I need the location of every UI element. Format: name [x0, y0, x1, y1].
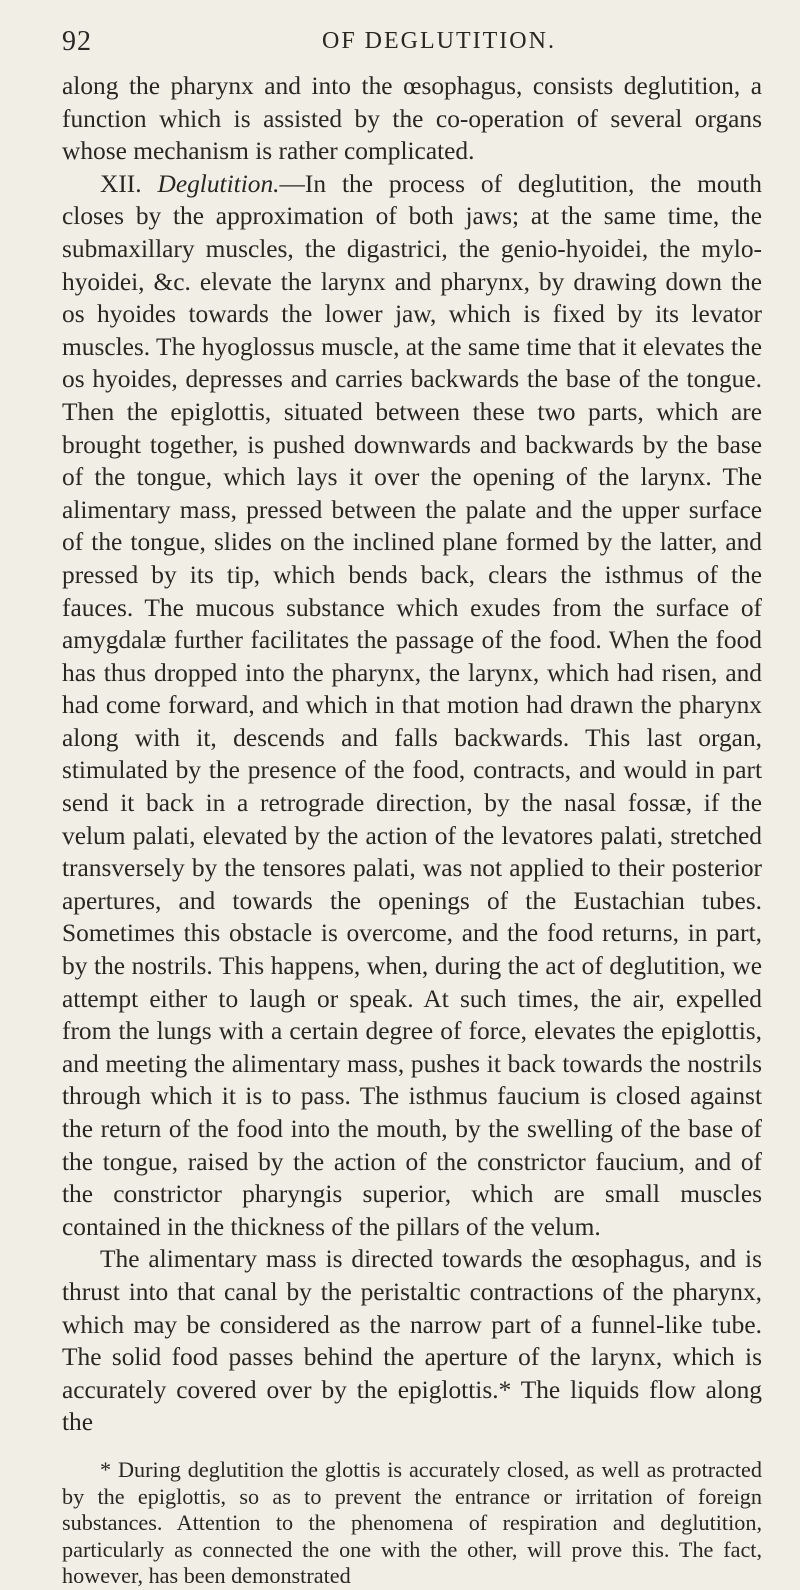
running-head — [62, 26, 762, 60]
paragraph-text: —In the process of deglutition, the mouth closes by the approximation of both jaws; at the same time, the submaxillary muscles, the digastrici, the genio-hyoidei, the mylo-hyoidei, &c. elevate the larynx and pharynx, by drawing down the os hyoides towards the lower jaw, which is fixed by its levator muscles. The hyoglossus muscle, at the same time that it elevates the os hyoides, depresses and carries backwards the base of the tongue. Then the epiglottis, situated between these two parts, which are brought together, is pushed downwards and backwards by the base of the tongue, which lays it over the opening of the larynx. The alimentary mass, pressed between the palate and the upper surface of the tongue, slides on the inclined plane formed by the latter, and pressed by its tip, which bends back, clears the isthmus of the fauces. The mucous substance which exudes from the surface of amygdalæ further facilitates the passage of the food. When the food has thus dropped into the pharynx, the larynx, which had risen, and had come forward, and which in that motion had drawn the pharynx along with it, descends and falls backwards. This last organ, stimulated by the presence of the food, contracts, and would in part send it back in a retrograde direction, by the nasal fossæ, if the velum palati, elevated by the action of the levatores palati, stretched transversely by the tensores palati, was not applied to their posterior apertures, and towards the openings of the Eustachian tubes. Sometimes this obstacle is overcome, and the food returns, in part, by the nostrils. This happens, when, during the act of deglutition, we attempt either to laugh or speak. At such times, the air, expelled from the lungs with a certain degree of force, elevates the epiglottis, and meeting the alimentary mass, pushes it back towards the nostrils through which it is to pass. The isthmus faucium is closed against the return of the food into the mouth, by the swelling of the base of the tongue, raised by the action of the constrictor faucium, and of the constrictor pharyngis superior, which are small muscles contained in the thickness of the pillars of the velum. — [62, 169, 762, 1241]
body-text — [62, 70, 762, 1439]
section-title: Deglutition. — [157, 169, 280, 198]
paragraph-text: The alimentary mass is directed towards the œsophagus, and is thrust into that canal by the peristaltic contractions of the pharynx, which may be considered as the narrow part of a funnel-like tube. The solid food passes behind the aperture of the larynx, which is accurately covered over by the epiglottis.* The liquids flow along the — [62, 1245, 762, 1437]
paragraph-continuation — [62, 70, 762, 168]
section-number: XII. — [100, 169, 142, 198]
page-number: 92 — [62, 26, 92, 57]
footnote-text: * During deglutition the glottis is accurately closed, as well as protracted by the epiglottis, so as to prevent the entrance or irritation of foreign substances. Attention to the phenomena of respiration and deglutition, particularly as connected the one with the other, will prove this. The fact, however, has been demonstrated — [62, 1456, 762, 1589]
paragraph-section-xii — [62, 168, 762, 1244]
running-title: OF DEGLUTITION. — [322, 28, 556, 54]
footnote — [62, 1457, 762, 1590]
paragraph-text: along the pharynx and into the œsophagus, consists deglutition, a function which is assisted by the co-operation of several organs whose mechanism is rather complicated. — [62, 72, 762, 166]
paragraph-alimentary-mass — [62, 1243, 762, 1439]
